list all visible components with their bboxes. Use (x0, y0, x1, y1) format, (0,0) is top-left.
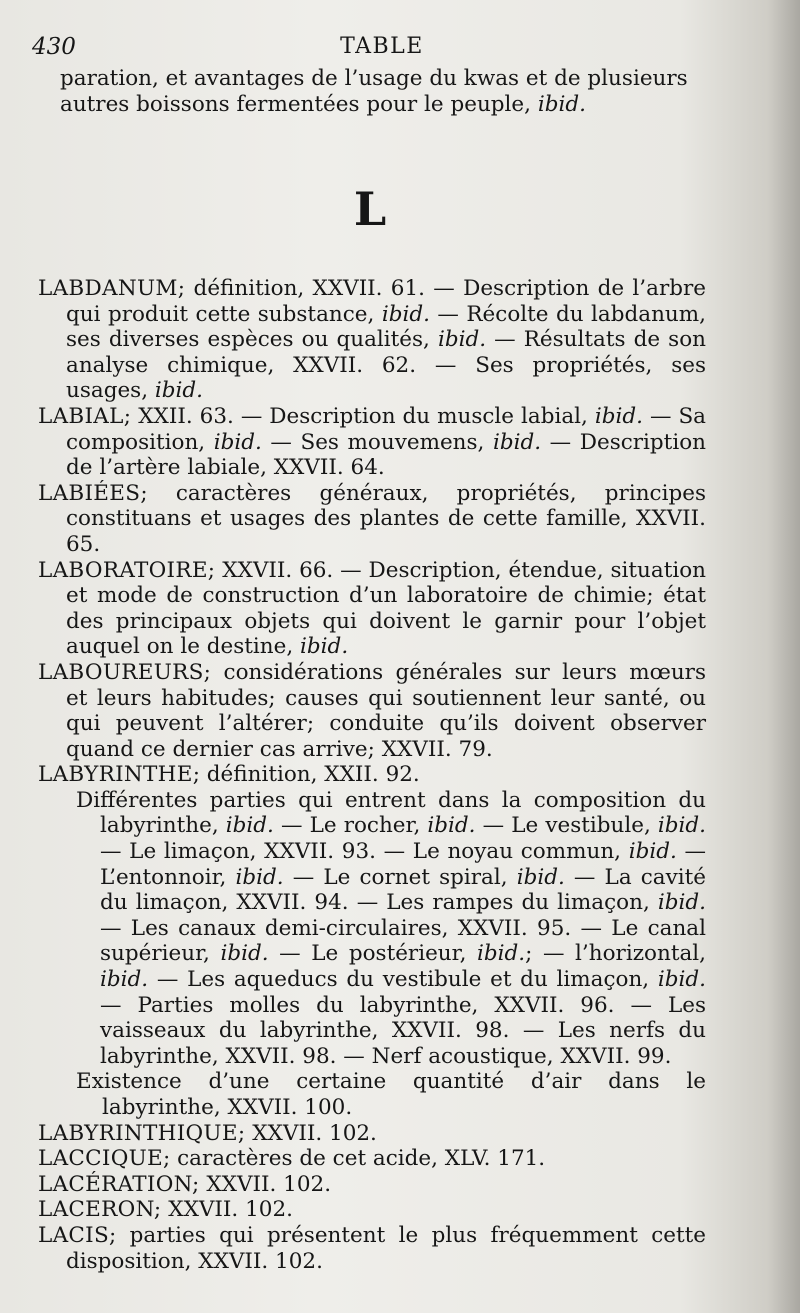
index-entry (38, 558, 706, 660)
entry-text: XXVII. 102. (199, 1171, 332, 1197)
subentry-labyrinthe-parts: Différentes parties qui entrent dans la composition du labyrinthe, ibid. — Le rocher, ibid. — Le vestibule, ibid. — Le limaçon, XXVII. 93. — Le noyau commun, ibid. — L’entonnoir, ibid. — Le cornet spiral, ibid. — La cavité du limaçon, XXVII. 94. — Les rampes du limaçon, ibid. — Les canaux demi-circulaires, XXVII. 95. — Le canal supérieur, ibid. — Le postérieur, ibid.; — l’horizontal, ibid. — Les aqueducs du vestibule et du limaçon, ibid. — Parties molles du labyrinthe, XXVII. 96. — Les vaisseaux du labyrinthe, XXVII. 98. — Les nerfs du labyrinthe, XXVII. 98. — Nerf acoustique, XXVII. 99. (76, 787, 707, 1069)
index-entry (38, 481, 706, 558)
entry-head: LABOUREURS; (38, 659, 212, 685)
index-entry (38, 1146, 706, 1172)
running-title: TABLE (340, 34, 424, 59)
entry-text: ; caractères généraux, propriétés, principes constituans et usages des plantes de cette famille, XXVII. 65. (66, 480, 706, 557)
entry-text: XXVII. 66. — Description, étendue, situation et mode de construction d’un laboratoire de chimie; état des principaux objets qui doivent le garnir pour l’objet auquel on le destine, ibid. (66, 557, 706, 660)
index-entry (38, 1223, 706, 1274)
entry-head: LACCIQUE (38, 1146, 164, 1172)
entry-head: LACERON; (38, 1197, 162, 1223)
index-entry (38, 1197, 706, 1223)
index-entry (38, 404, 706, 481)
entry-head: LACÉRATION; (38, 1171, 200, 1197)
entry-text: ; définition, XXII. 92. (192, 762, 420, 788)
index-entry (38, 1172, 706, 1198)
index-entry (38, 660, 706, 762)
index-entry (38, 276, 706, 404)
index-entry (38, 762, 706, 788)
index-entry (38, 1121, 706, 1147)
subentry-labyrinthe-air: Existence d’une certaine quantité d’air dans le labyrinthe, XXVII. 100. (76, 1069, 706, 1120)
entry-head: LACIS (38, 1222, 109, 1248)
section-letter: L (353, 182, 387, 236)
entry-head: LABIAL; (38, 403, 132, 429)
page-number: 430 (32, 34, 76, 60)
entry-text: ; caractères de cet acide, XLV. 171. (163, 1146, 546, 1172)
entry-text: XXII. 63. — Description du muscle labial, ibid. — Sa composition, ibid. — Ses mouvemens, ibid. — Description de l’artère labiale, XXVII. 64. (66, 403, 706, 481)
entry-text: ; parties qui présentent le plus fréquemment cette disposition, XXVII. 102. (66, 1222, 706, 1274)
entry-head: LABORATOIRE; (38, 557, 216, 583)
entry-text: définition, XXVII. 61. — Description de l’arbre qui produit cette substance, ibid. — Récolte du labdanum, ses diverses espèces ou qualités, ibid. — Résultats de son analyse chimique, XXVII. 62. — Ses propriétés, ses usages, ibid. (66, 276, 706, 404)
entry-head: LABDANUM; (38, 276, 186, 301)
running-header (32, 34, 732, 66)
entry-head: LABIÉES (38, 480, 141, 506)
entry-head: LABYRINTHE (38, 762, 193, 788)
entry-text: considérations générales sur leurs mœurs et leurs habitudes; causes qui soutiennent leur santé, ou qui peuvent l’altérer; conduite qu’ils doivent observer quand ce dernier cas arrive; XXVII. 79. (66, 659, 706, 762)
entry-text: XXVII. 102. (245, 1120, 377, 1146)
continuation-text: paration, et avantages de l’usage du kwas et de plusieurs autres boissons fermentées pour le peuple, ibid. (60, 66, 688, 117)
index-entries (38, 276, 706, 1274)
entry-text: XXVII. 102. (161, 1197, 293, 1223)
entry-head: LABYRINTHIQUE; (38, 1120, 246, 1146)
